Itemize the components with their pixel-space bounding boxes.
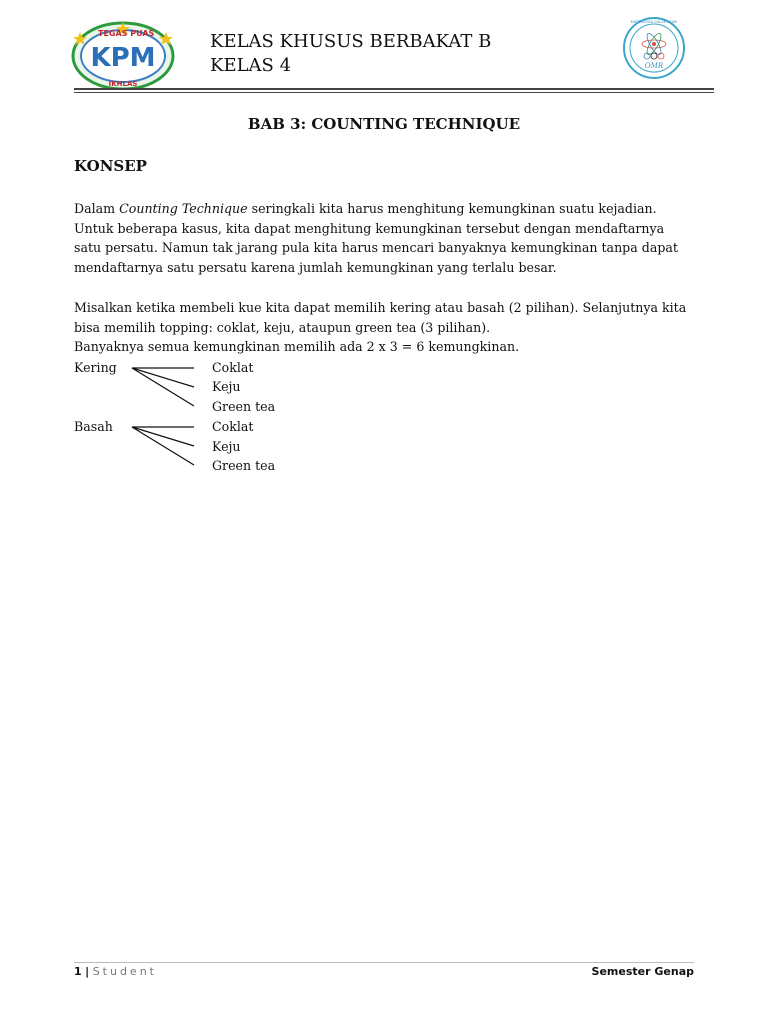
footer-label: Student	[92, 965, 157, 978]
tree-branches-basah	[130, 417, 200, 477]
section-heading: KONSEP	[74, 157, 147, 175]
svg-text:TEGAS PUAS: TEGAS PUAS	[98, 29, 155, 38]
footer-left	[74, 965, 157, 978]
paragraph-example-line1: Misalkan ketika membeli kue kita dapat memilih kering atau basah (2 pilihan). Selanjutnya kita	[74, 300, 687, 315]
paragraph-example-line3: Banyaknya semua kemungkinan memilih ada 2 x 3 = 6 kemungkinan.	[74, 339, 520, 355]
tree-kering-option-green-tea: Green tea	[212, 399, 276, 414]
tree-basah-option-coklat: Coklat	[212, 419, 254, 434]
chapter-title: BAB 3: COUNTING TECHNIQUE	[247, 115, 521, 133]
tree-basah-option-green-tea: Green tea	[212, 458, 276, 473]
header-rule	[74, 88, 714, 90]
tree-kering-option-keju: Keju	[212, 379, 241, 394]
tree-kering-option-coklat: Coklat	[212, 360, 254, 375]
paragraph-intro	[74, 199, 694, 277]
svg-text:MATEMATIKA GALAK ASIKK: MATEMATIKA GALAK ASIKK	[630, 20, 678, 24]
paragraph-intro-line4: mendaftarnya satu persatu karena jumlah kemungkinan yang terlalu besar.	[74, 259, 557, 275]
counting-technique-term: Counting Technique	[119, 201, 248, 216]
paragraph-intro-line2: Untuk beberapa kasus, kita dapat menghitung kemungkinan tersebut dengan mendaftarnya	[74, 220, 665, 236]
paragraph-intro-line3: satu persatu. Namun tak jarang pula kita harus mencari banyaknya kemungkinan tanpa dapat	[74, 240, 678, 256]
header-title-line2: KELAS 4	[210, 55, 292, 76]
page-number: 1	[74, 965, 82, 978]
tree-root-kering: Kering	[74, 360, 117, 375]
footer-separator: |	[85, 965, 90, 978]
svg-text:IKHLAS: IKHLAS	[108, 80, 138, 88]
paragraph-intro-line1: Dalam Counting Technique seringkali kita harus menghitung kemungkinan suatu kejadian.	[74, 201, 657, 216]
footer-right: Semester Genap	[591, 965, 694, 978]
paragraph-example-line2: bisa memilih topping: coklat, keju, ataupun green tea (3 pilihan).	[74, 319, 491, 335]
tree-branches-kering	[130, 358, 200, 418]
kpm-logo	[70, 18, 176, 90]
omr-logo	[622, 14, 686, 84]
svg-text:OMR: OMR	[644, 62, 664, 70]
footer-rule	[74, 962, 694, 963]
svg-text:KPM: KPM	[90, 43, 156, 73]
tree-root-basah: Basah	[74, 419, 113, 434]
tree-basah-option-keju: Keju	[212, 439, 241, 454]
header-rule-thin	[74, 92, 714, 93]
paragraph-example	[74, 298, 694, 357]
header-title-line1: KELAS KHUSUS BERBAKAT B	[210, 31, 492, 52]
